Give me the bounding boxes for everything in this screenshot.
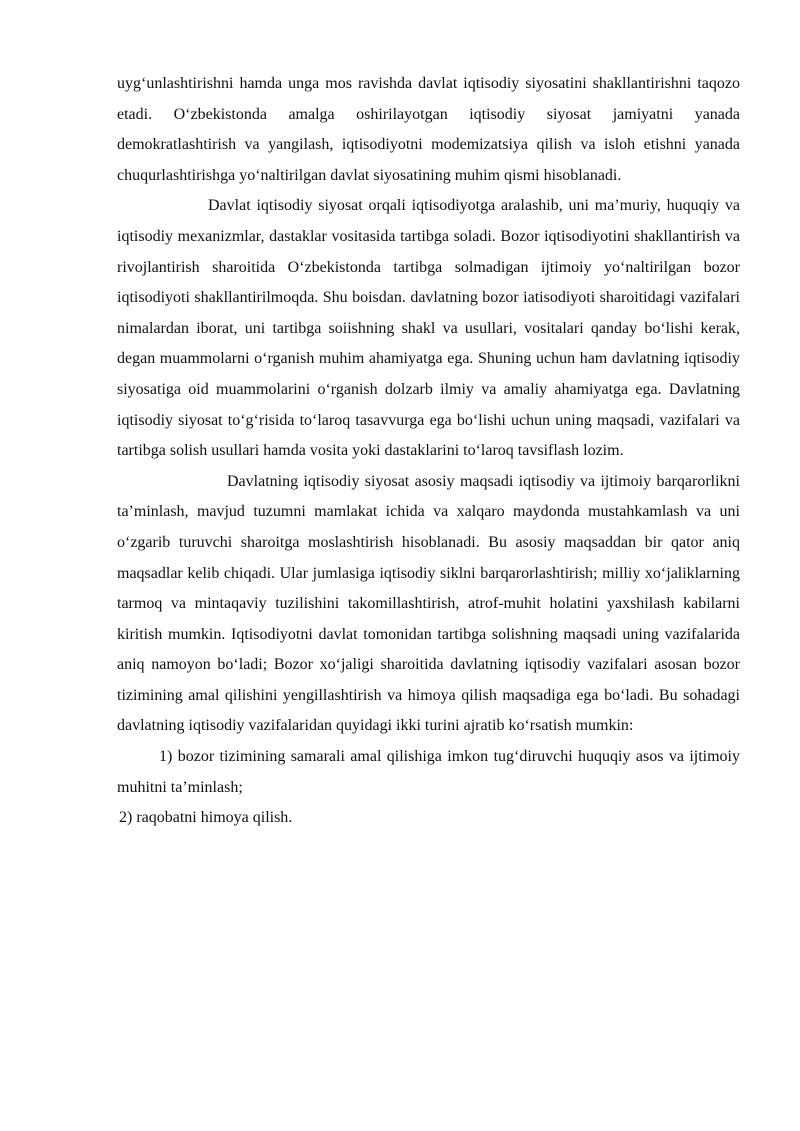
document-page [117,69,740,834]
paragraph-policy-goal: Davlatning iqtisodiy siyosat asosiy maqsadi iqtisodiy va ijtimoiy barqarorlikni ta’minlash, mavjud tuzumni mamlakat ichida va xalqaro maydonda mustahkamlash va uni oʻzgarib turuvchi sharoitga moslashtirish hisoblanadi. Bu asosiy maqsaddan bir qator aniq maqsadlar kelib chiqadi. Ular jumlasiga iqtisodiy siklni barqarorlashtirish; milliy xoʻjaliklarning tarmoq va mintaqaviy tuzilishini takomillashtirish, atrof-muhit holatini yaxshilash kabilarni kiritish mumkin. Iqtisodiyotni davlat tomonidan tartibga solishning maqsadi uning vazifalarida aniq namoyon boʻladi; Bozor xoʻjaligi sharoitida davlatning iqtisodiy vazifalari asosan bozor tizimining amal qilishini yengillashtirish va himoya qilish maqsadiga ega boʻladi. Bu sohadagi davlatning iqtisodiy vazifalaridan quyidagi ikki turini ajratib koʻrsatish mumkin: [117,472,740,735]
list-item-2: 2) raqobatni himoya qilish. [119,809,293,827]
paragraph-state-regulation: Davlat iqtisodiy siyosat orqali iqtisodiyotga aralashib, uni ma’muriy, huquqiy va iqtisodiy mexanizmlar, dastaklar vositasida tartibga soladi. Bozor iqtisodiyotini shakllantirish va rivojlantirish sharoitida Oʻzbekistonda tartibga solmadigan ijtimoiy yoʻnaltirilgan bozor iqtisodiyoti shakllantirilmoqda. Shu boisdan. davlatning bozor iatisodiyoti sharoitidagi vazifalari nimalardan iborat, uni tartibga soiishning shakl va usullari, vositalari qanday boʻlishi kerak, degan muammolarni oʻrganish muhim ahamiyatga ega. Shuning uchun ham davlatning iqtisodiy siyosatiga oid muammolarini oʻrganish dolzarb ilmiy va amaliy ahamiyatga ega. Davlatning iqtisodiy siyosat toʻgʻrisida toʻlaroq tasavvurga ega boʻlishi uchun uning maqsadi, vazifalari va tartibga solish usullari hamda vosita yoki dastaklarini toʻlaroq tavsiflash lozim. [117,197,740,460]
list-item-1: 1) bozor tizimining samarali amal qilishiga imkon tugʻdiruvchi huquqiy asos va ijtimoiy muhitni ta’minlash; [117,748,740,796]
paragraph-continuation: uygʻunlashtirishni hamda unga mos ravishda davlat iqtisodiy siyosatini shakllantirishni taqozo etadi. Oʻzbekistonda amalga oshirilayotgan iqtisodiy siyosat jamiyatni yanada demokratlashtirish va yangilash, iqtisodiyotni modemizatsiya qilish va isloh etishni yanada chuqurlashtirishga yoʻnaltirilgan davlat siyosatining muhim qismi hisoblanadi. [117,75,740,184]
